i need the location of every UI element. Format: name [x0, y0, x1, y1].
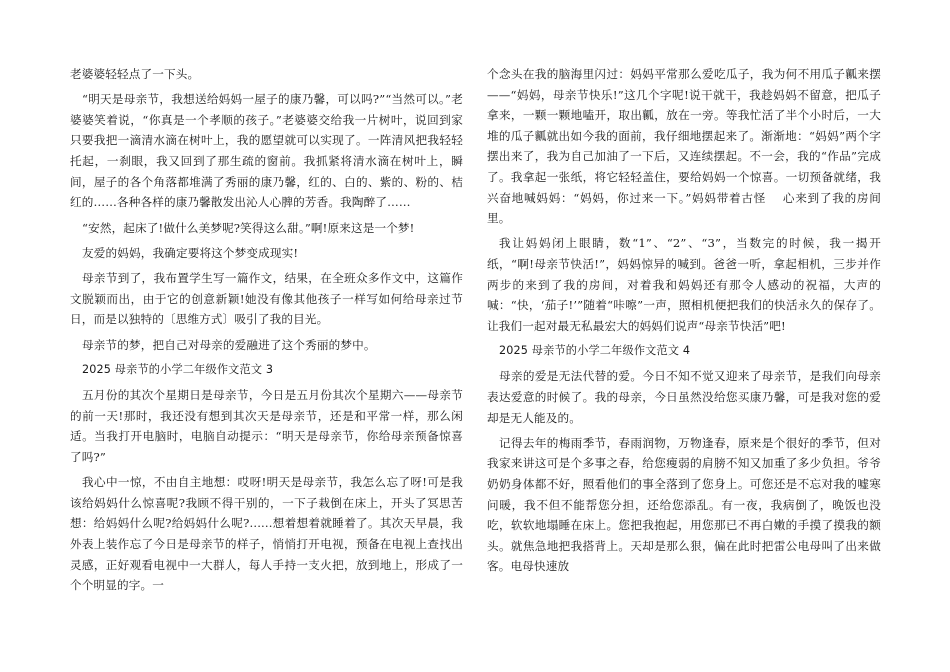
- paragraph: 我心中一惊，不由自主地想：哎呀!明天是母亲节，我怎么忘了呀!可是我该给妈妈什么惊喜呢?我顾不得干别的，一下子栽倒在床上，开头了冥思苦想：给妈妈什么呢?给妈妈什么呢?......想着想着就睡着了。其次天早晨，我外表上装作忘了今日是母亲节的样子，悄悄打开电视，预备在电视上查找出灵感，正好观看电视中一大群人，每人手持一支火把，放到地上，形成了一个个明显的字。一: [70, 475, 463, 593]
- paragraph: 母亲的爱是无法代替的爱。今日不知不觉又迎来了母亲节，是我们向母亲表达爱意的时候了。我的母亲，今日虽然没给您买康乃馨，可是我对您的爱却是无人能及的。: [487, 369, 881, 425]
- paragraph: 我让妈妈闭上眼睛，数“1”、“2”、“3”，当数完的时候，我一揭开纸，“啊!母亲节快活!”，妈妈惊异的喊到。爸爸一听，拿起相机，三步并作两步的来到了我的房间，对着我和妈妈还有那令人感动的祝福，大声的喊：“快，‘茄子!’”随着“咔嚓”一声，照相机便把我们的快活永久的保存了。让我们一起对最无私最宏大的妈妈们说声“母亲节快活”吧!: [487, 236, 881, 333]
- section-heading: 2025 母亲节的小学二年级作文范文 3: [82, 362, 274, 376]
- paragraph: 老婆婆轻轻点了一下头。: [70, 67, 200, 81]
- section-heading: 2025 母亲节的小学二年级作文范文 4: [499, 344, 691, 358]
- paragraph: 友爱的妈妈，我确定要将这个梦变成现实!: [82, 245, 299, 260]
- paragraph: “安然，起床了!做什么美梦呢?笑得这么甜。”啊!原来这是一个梦!: [82, 220, 415, 235]
- paragraph: 记得去年的梅雨季节，春雨润物，万物逢春，原来是个很好的季节，但对我家来讲这可是个多事之春，给您瘦弱的肩膀不知又加重了多少负担。爷爷奶奶身体都不好，照看他们的事全落到了您身上。可您还是不忘对我的嘘寒问暖，我不但不能帮您分担，还给您添乱。有一夜，我病倒了，晚饭也没吃，软软地塌睡在床上。您把我抱起，用您那已不再白嫩的手摸了摸我的额头。就焦急地把我搭背上。天却是那么狠，偏在此时把雷公电母叫了出来做客。电母快速放: [487, 435, 881, 574]
- paragraph: 个念头在我的脑海里闪过：妈妈平常那么爱吃瓜子，我为何不用瓜子瓤来摆——“妈妈，母亲节快乐!”这几个字呢!说干就干，我趁妈妈不留意，把瓜子拿来，一颗一颗地嗑开，取出瓤，放在一旁。等我忙活了半个小时后，一大堆的瓜子瓤就出如今我的面前，我仔细地摆起来了。渐渐地：“妈妈”两个字摆出来了，我为自己加油了一下后，又连续摆起。不一会，我的“作品”完成了。我拿起一张纸，将它轻轻盖住，要给妈妈一个惊喜。一切预备就绪，我兴奋地喊妈妈：“妈妈，你过来一下。”妈妈带着古怪 心来到了我的房间里。: [487, 67, 881, 226]
- paragraph: 母亲节到了，我布置学生写一篇作文，结果，在全班众多作文中，这篇作文脱颖而出，由于它的创意新颖!她没有像其他孩子一样写如何给母亲过节日，而是以独特的〔思维方式〕吸引了我的目光。: [70, 271, 463, 327]
- paragraph: 母亲节的梦，把自己对母亲的爱融进了这个秀丽的梦中。: [82, 337, 376, 352]
- paragraph: 五月份的其次个星期日是母亲节，今日是五月份其次个星期六——母亲节的前一天!那时，我还没有想到其次天是母亲节，还是和平常一样，那么闲适。当我打开电脑时，电脑自动提示：“明天是母亲节，你给母亲预备惊喜了吗?”: [70, 388, 463, 464]
- paragraph: “明天是母亲节，我想送给妈妈一屋子的康乃馨，可以吗?”“当然可以。”老婆婆笑着说，“你真是一个孝顺的孩子。”老婆婆交给我一片树叶，说回到家只要我把一滴清水滴在树叶上，我的愿望就可以实现了。一阵清风把我轻轻托起，一刹眼，我又回到了那生疏的窗前。我抓紧将清水滴在树叶上，瞬间，屋子的各个角落都堆满了秀丽的康乃馨，红的、白的、紫的、粉的、桔红的……各种各样的康乃馨散发出沁人心脾的芳香。我陶醉了……: [70, 92, 463, 210]
- right-column: [487, 64, 881, 582]
- left-column: [70, 64, 463, 600]
